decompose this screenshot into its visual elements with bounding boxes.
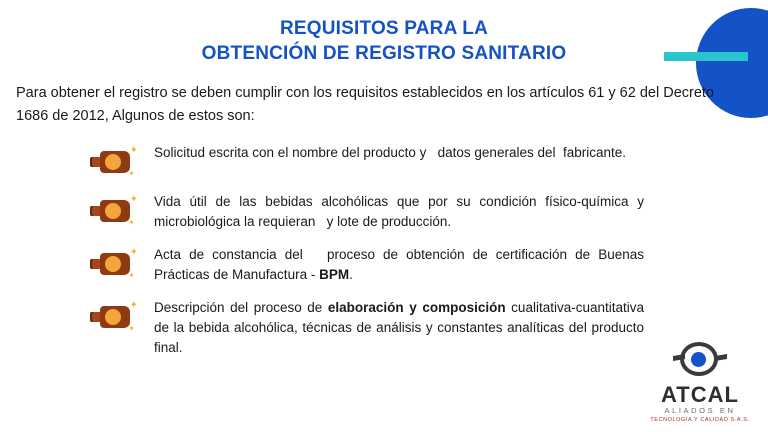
- logo-tagline: ALIADOS EN: [664, 406, 736, 415]
- company-logo: [646, 340, 754, 424]
- bottle-icon: ✦ ✦: [84, 247, 146, 281]
- bottle-icon: ✦ ✦: [84, 300, 146, 334]
- list-item: [84, 143, 644, 179]
- list-item: [84, 192, 644, 232]
- page-title-line-1: REQUISITOS PARA LA: [279, 18, 489, 39]
- logo-subtagline: TECNOLOGÍA Y CALIDAD S.A.S.: [650, 417, 750, 423]
- intro-paragraph: Para obtener el registro se deben cumplir con los requisitos establecidos en los artículos 61 y 62 del Decreto 1686 de 2012, Algunos de estos son:: [16, 85, 714, 124]
- eye-logo-icon: [673, 340, 727, 382]
- list-item: [84, 298, 644, 358]
- logo-name: ATCAL: [661, 382, 739, 407]
- bottle-icon: ✦ ✦: [84, 194, 146, 228]
- list-item-text: Vida útil de las bebidas alcohólicas que por su condición físico-química y microbiológica la requieran y lote de producción.: [154, 194, 644, 229]
- list-item-text: Acta de constancia del proceso de obtención de certificación de Buenas Prácticas de Manufactura - BPM.: [154, 247, 644, 282]
- list-item: [84, 245, 644, 285]
- page-title-line-2: OBTENCIÓN DE REGISTRO SANITARIO: [201, 43, 567, 64]
- list-item-text: Solicitud escrita con el nombre del producto y datos generales del fabricante.: [154, 145, 627, 160]
- bottle-icon: ✦ ✦: [84, 145, 146, 179]
- requirements-list: [84, 143, 644, 371]
- decorative-teal-bar: [664, 52, 748, 61]
- page-title: [0, 16, 768, 66]
- list-item-text: Descripción del proceso de elaboración y composición cualitativa-cuantitativa de la bebida alcohólica, técnicas de análisis y constantes analíticas del producto final.: [154, 300, 645, 355]
